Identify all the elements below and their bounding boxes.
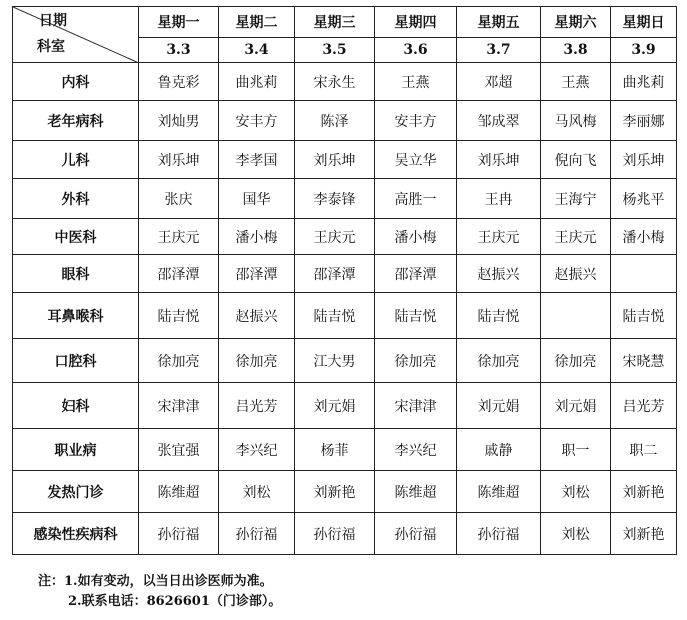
doctor-cell: 赵振兴 <box>457 255 541 293</box>
doctor-cell: 宋津津 <box>375 383 457 429</box>
doctor-cell: 国华 <box>219 179 295 219</box>
doctor-cell: 徐加亮 <box>375 339 457 383</box>
doctor-cell: 马风梅 <box>541 101 611 141</box>
doctor-cell: 安丰方 <box>375 101 457 141</box>
schedule-row <box>13 429 677 471</box>
doctor-cell: 邵泽潭 <box>139 255 219 293</box>
department-cell: 外科 <box>13 179 139 219</box>
doctor-cell: 刘松 <box>541 471 611 513</box>
schedule-row <box>13 383 677 429</box>
doctor-cell: 刘乐坤 <box>139 141 219 179</box>
date-header: 3.5 <box>295 38 375 63</box>
doctor-cell: 陆吉悦 <box>139 293 219 339</box>
doctor-cell: 张宜强 <box>139 429 219 471</box>
doctor-cell: 刘元娟 <box>541 383 611 429</box>
doctor-cell: 孙衍福 <box>139 513 219 555</box>
day-header: 星期一 <box>139 7 219 38</box>
day-header: 星期二 <box>219 7 295 38</box>
doctor-cell: 曲兆莉 <box>611 63 677 101</box>
schedule-row <box>13 471 677 513</box>
date-header: 3.6 <box>375 38 457 63</box>
doctor-cell: 邹成翠 <box>457 101 541 141</box>
schedule-row <box>13 179 677 219</box>
doctor-cell: 刘新艳 <box>611 471 677 513</box>
department-cell: 口腔科 <box>13 339 139 383</box>
doctor-cell: 刘松 <box>541 513 611 555</box>
date-header: 3.3 <box>139 38 219 63</box>
doctor-cell: 安丰方 <box>219 101 295 141</box>
doctor-cell: 宋永生 <box>295 63 375 101</box>
department-cell: 眼科 <box>13 255 139 293</box>
doctor-cell: 吕光芳 <box>219 383 295 429</box>
doctor-cell: 职一 <box>541 429 611 471</box>
notes <box>38 572 281 612</box>
doctor-cell: 王海宁 <box>541 179 611 219</box>
doctor-cell: 刘元娟 <box>295 383 375 429</box>
department-cell: 儿科 <box>13 141 139 179</box>
doctor-cell: 江大男 <box>295 339 375 383</box>
doctor-cell: 吕光芳 <box>611 383 677 429</box>
doctor-cell: 刘乐坤 <box>611 141 677 179</box>
doctor-cell: 王庆元 <box>457 219 541 255</box>
date-header: 3.8 <box>541 38 611 63</box>
doctor-cell: 徐加亮 <box>139 339 219 383</box>
doctor-cell: 陆吉悦 <box>295 293 375 339</box>
schedule-row <box>13 63 677 101</box>
doctor-cell: 李兴纪 <box>219 429 295 471</box>
department-cell: 中医科 <box>13 219 139 255</box>
department-cell: 发热门诊 <box>13 471 139 513</box>
date-header: 3.4 <box>219 38 295 63</box>
doctor-cell: 潘小梅 <box>219 219 295 255</box>
department-cell: 感染性疾病科 <box>13 513 139 555</box>
doctor-cell: 王庆元 <box>139 219 219 255</box>
day-header: 星期五 <box>457 7 541 38</box>
department-cell: 耳鼻喉科 <box>13 293 139 339</box>
doctor-cell: 陆吉悦 <box>611 293 677 339</box>
doctor-cell: 刘乐坤 <box>295 141 375 179</box>
doctor-cell: 孙衍福 <box>457 513 541 555</box>
doctor-cell: 邓超 <box>457 63 541 101</box>
doctor-cell: 陈维超 <box>375 471 457 513</box>
doctor-cell: 王燕 <box>375 63 457 101</box>
doctor-cell: 职二 <box>611 429 677 471</box>
doctor-cell: 潘小梅 <box>375 219 457 255</box>
schedule-row <box>13 101 677 141</box>
doctor-cell: 李孝国 <box>219 141 295 179</box>
corner-label-dept: 科室 <box>37 39 65 55</box>
doctor-cell: 陆吉悦 <box>457 293 541 339</box>
schedule-table <box>12 6 677 555</box>
schedule-row <box>13 255 677 293</box>
department-cell: 职业病 <box>13 429 139 471</box>
doctor-cell: 赵振兴 <box>541 255 611 293</box>
corner-header <box>13 7 139 63</box>
doctor-cell: 曲兆莉 <box>219 63 295 101</box>
doctor-cell: 李兴纪 <box>375 429 457 471</box>
doctor-cell: 潘小梅 <box>611 219 677 255</box>
diagonal-line <box>13 7 139 63</box>
doctor-cell: 陈维超 <box>457 471 541 513</box>
doctor-cell: 刘元娟 <box>457 383 541 429</box>
doctor-cell <box>611 255 677 293</box>
doctor-cell: 宋津津 <box>139 383 219 429</box>
department-cell: 妇科 <box>13 383 139 429</box>
doctor-cell: 戚静 <box>457 429 541 471</box>
day-header: 星期日 <box>611 7 677 38</box>
date-header: 3.9 <box>611 38 677 63</box>
schedule-row <box>13 339 677 383</box>
day-header: 星期四 <box>375 7 457 38</box>
doctor-cell: 邵泽潭 <box>375 255 457 293</box>
doctor-cell: 徐加亮 <box>219 339 295 383</box>
department-cell: 内科 <box>13 63 139 101</box>
day-header: 星期六 <box>541 7 611 38</box>
doctor-cell: 徐加亮 <box>457 339 541 383</box>
doctor-cell: 徐加亮 <box>541 339 611 383</box>
doctor-cell: 倪向飞 <box>541 141 611 179</box>
doctor-cell: 孙衍福 <box>295 513 375 555</box>
day-header: 星期三 <box>295 7 375 38</box>
schedule-row <box>13 219 677 255</box>
doctor-cell: 高胜一 <box>375 179 457 219</box>
doctor-cell: 王燕 <box>541 63 611 101</box>
doctor-cell: 邵泽潭 <box>295 255 375 293</box>
corner-label-date: 日期 <box>39 13 67 29</box>
doctor-cell: 刘灿男 <box>139 101 219 141</box>
doctor-cell <box>541 293 611 339</box>
doctor-cell: 邵泽潭 <box>219 255 295 293</box>
doctor-cell: 李泰锋 <box>295 179 375 219</box>
schedule-row <box>13 293 677 339</box>
doctor-cell: 孙衍福 <box>219 513 295 555</box>
doctor-cell: 王庆元 <box>541 219 611 255</box>
doctor-cell: 刘新艳 <box>295 471 375 513</box>
doctor-cell: 张庆 <box>139 179 219 219</box>
day-header-row <box>13 7 677 38</box>
doctor-cell: 陈泽 <box>295 101 375 141</box>
doctor-cell: 刘新艳 <box>611 513 677 555</box>
doctor-cell: 刘乐坤 <box>457 141 541 179</box>
doctor-cell: 陆吉悦 <box>375 293 457 339</box>
date-header: 3.7 <box>457 38 541 63</box>
doctor-cell: 陈维超 <box>139 471 219 513</box>
doctor-cell: 杨兆平 <box>611 179 677 219</box>
doctor-cell: 刘松 <box>219 471 295 513</box>
doctor-cell: 赵振兴 <box>219 293 295 339</box>
doctor-cell: 杨菲 <box>295 429 375 471</box>
department-cell: 老年病科 <box>13 101 139 141</box>
doctor-cell: 宋晓慧 <box>611 339 677 383</box>
doctor-cell: 王庆元 <box>295 219 375 255</box>
note-line: 注：1.如有变动，以当日出诊医师为准。 <box>38 574 273 589</box>
doctor-cell: 鲁克彩 <box>139 63 219 101</box>
doctor-cell: 李丽娜 <box>611 101 677 141</box>
note-line: 2.联系电话：8626601（门诊部）。 <box>68 594 282 609</box>
doctor-cell: 吴立华 <box>375 141 457 179</box>
doctor-cell: 孙衍福 <box>375 513 457 555</box>
schedule-row <box>13 513 677 555</box>
schedule-body <box>13 63 677 555</box>
doctor-cell: 王冉 <box>457 179 541 219</box>
schedule-row <box>13 141 677 179</box>
